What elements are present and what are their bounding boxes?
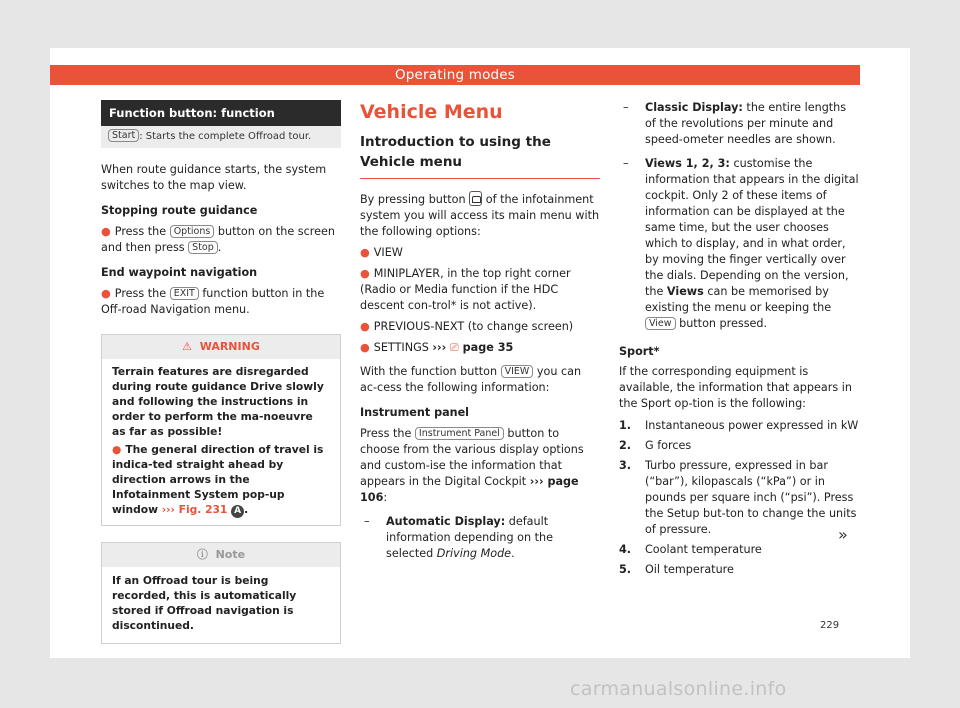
next-page-arrow-icon[interactable]: » xyxy=(838,525,848,544)
page-header: Operating modes xyxy=(50,65,860,85)
warning-body xyxy=(102,359,340,525)
warning-box xyxy=(101,334,341,526)
bullet-icon: ● xyxy=(101,225,111,238)
instrument-panel-button[interactable]: Instrument Panel xyxy=(415,427,504,440)
bullet-icon: ● xyxy=(112,443,122,456)
warning-text-2: ● The general direction of travel is indica-ted straight ahead by direction arrows in the Infotainment System pop-up window ››› Fig. 231 A . xyxy=(112,443,324,516)
column-left xyxy=(101,100,341,644)
option-item: ● MINIPLAYER, in the top right corner (Radio or Media function if the HDC descent con-trol* is not active). xyxy=(360,267,571,312)
watermark: carmanualsonline.info xyxy=(570,678,787,700)
note-box xyxy=(101,542,341,644)
end-bullet: ● Press the EXIT function button in the Off-road Navigation menu. xyxy=(101,287,325,316)
view-button[interactable]: VIEW xyxy=(501,365,534,378)
figure-link[interactable]: ››› Fig. 231 xyxy=(161,503,228,516)
exit-button[interactable]: EXIT xyxy=(170,287,199,300)
views-item: – Views 1, 2, 3: customise the information that appears in the digital cockpit. Only 2 of these items of information can be displayed at the same time, but the user chooses which to display, and in what order, by moving the finger vertically over the dials. Depending on the version, the Views can be memorised by existing the menu or keeping the View button pressed. xyxy=(623,157,859,330)
warning-text-1: Terrain features are disregarded during route guidance Drive slowly and following the instructions in order to perform the ma-noeuvre as far as possible! xyxy=(112,365,324,438)
note-body: If an Offroad tour is being recorded, this is automatically stored if Offroad navigation is discontinued. xyxy=(112,574,297,632)
vehicle-intro: By pressing button of the infotainment system you will access its main menu with the following options: xyxy=(360,193,600,238)
list-item: 1. Instantaneous power expressed in kW xyxy=(619,419,859,432)
intro-text: When route guidance starts, the system switches to the map view. xyxy=(101,163,327,192)
view-button[interactable]: View xyxy=(645,317,676,330)
start-button[interactable]: Start xyxy=(108,129,139,142)
option-item-settings: ● SETTINGS ››› ⎚ page 35 xyxy=(360,341,514,354)
bullet-icon: ● xyxy=(360,341,370,354)
view-text: With the function button VIEW you can ac-cess the following information: xyxy=(360,365,582,394)
column-middle xyxy=(360,100,600,562)
bullet-icon: ● xyxy=(360,246,370,259)
function-desc: : Starts the complete Offroad tour. xyxy=(139,131,312,142)
list-item: 4. Coolant temperature xyxy=(619,543,762,556)
panel-text: Press the Instrument Panel button to choose from the various display options and custom-ise the information that appears in the Digital Cockpit ››› page 106: xyxy=(360,427,584,504)
list-item: 2. G forces xyxy=(619,439,692,452)
bullet-icon: ● xyxy=(101,287,111,300)
car-button-icon[interactable] xyxy=(469,191,482,206)
bullet-icon: ● xyxy=(360,320,370,333)
panel-heading: Instrument panel xyxy=(360,406,470,419)
page-number: 229 xyxy=(820,620,840,631)
auto-display-item: – Automatic Display: default information depending on the selected Driving Mode. xyxy=(364,515,553,560)
stop-button[interactable]: Stop xyxy=(188,241,218,254)
info-icon: ⓘ xyxy=(196,548,208,561)
page-link[interactable]: ››› page 106 xyxy=(360,475,579,504)
end-heading: End waypoint navigation xyxy=(101,266,258,279)
section-heading: Vehicle Menu xyxy=(360,101,503,123)
list-item: 5. Oil temperature xyxy=(619,563,734,576)
warning-header: ⚠ WARNING xyxy=(102,335,340,359)
stop-heading: Stopping route guidance xyxy=(101,204,258,217)
function-bar: Function button: function xyxy=(101,100,341,126)
function-row xyxy=(101,126,341,148)
settings-page-icon: ⎚ xyxy=(449,341,459,354)
option-item: ● PREVIOUS-NEXT (to change screen) xyxy=(360,320,574,333)
option-item: ● VIEW xyxy=(360,246,403,259)
sport-list xyxy=(619,418,859,578)
list-item: 3. Turbo pressure, expressed in bar (“bar”), kilopascals (“kPa”) or in pounds per square inch (“psi”). Press the Setup but-ton to change the units of pressure. xyxy=(619,459,857,536)
section-subheading: Introduction to using the Vehicle menu xyxy=(360,132,600,179)
settings-page-link[interactable]: page 35 xyxy=(458,341,514,354)
sport-intro: If the corresponding equipment is available, the information that appears in the Sport op-tion is the following: xyxy=(619,365,852,410)
sport-heading: Sport* xyxy=(619,345,660,358)
figure-badge: A xyxy=(231,505,244,518)
stop-bullet: ● Press the Options button on the screen and then press Stop . xyxy=(101,225,335,254)
warning-triangle-icon: ⚠ xyxy=(182,340,193,353)
classic-display-item: – Classic Display: the entire lengths of the revolutions per minute and speed-ometer needles are shown. xyxy=(623,101,847,146)
note-header: ⓘ Note xyxy=(102,543,340,567)
bullet-icon: ● xyxy=(360,267,370,280)
column-right xyxy=(619,100,859,578)
options-button[interactable]: Options xyxy=(170,225,215,238)
